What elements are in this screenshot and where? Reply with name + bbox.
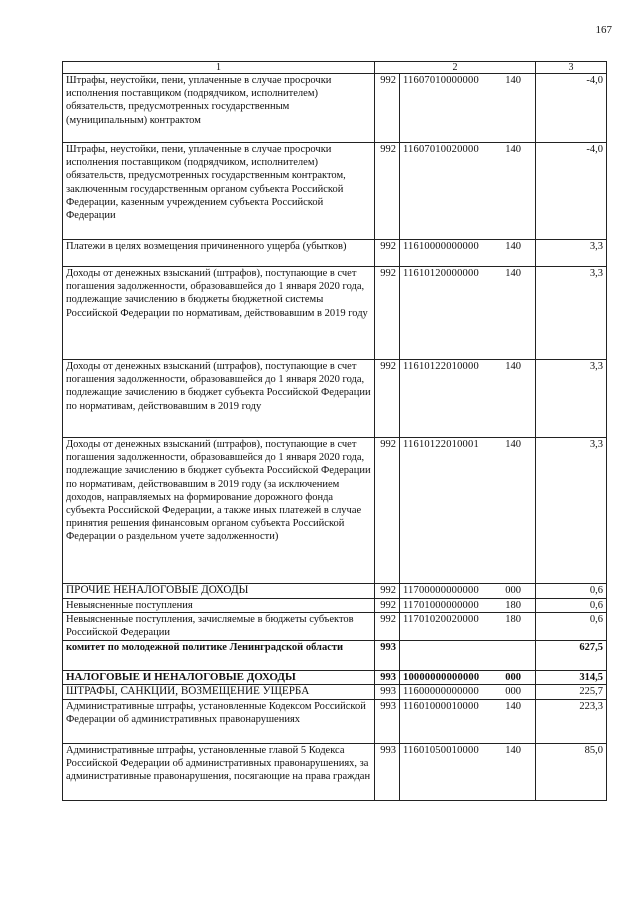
- row-kvr: 180: [505, 614, 521, 626]
- row-admin-code: 993: [375, 699, 400, 743]
- table-header-row: [63, 62, 607, 74]
- table-row: [63, 685, 607, 699]
- row-kbk: 11701000000000: [403, 600, 479, 611]
- row-kbk: 11701020020000: [403, 614, 479, 626]
- row-budget-code: [400, 74, 536, 143]
- row-kvr: 000: [505, 585, 521, 596]
- row-kbk: 11610122010001: [403, 439, 479, 450]
- row-budget-code: [400, 641, 536, 671]
- table-row: [63, 671, 607, 685]
- table-row: [63, 641, 607, 671]
- table-row: [63, 360, 607, 438]
- row-budget-code: [400, 699, 536, 743]
- row-admin-code: 993: [375, 685, 400, 699]
- row-name: НАЛОГОВЫЕ И НЕНАЛОГОВЫЕ ДОХОДЫ: [63, 671, 375, 685]
- row-budget-code: [400, 671, 536, 685]
- row-kvr: 140: [505, 439, 521, 450]
- table-row: [63, 240, 607, 267]
- row-kvr: 140: [505, 268, 521, 279]
- row-amount: 223,3: [536, 699, 607, 743]
- row-kbk: 11610120000000: [403, 268, 479, 279]
- row-budget-code: [400, 599, 536, 613]
- row-admin-code: 993: [375, 743, 400, 800]
- row-kvr: 140: [505, 361, 521, 372]
- revenue-table: [62, 61, 607, 801]
- row-kvr: 000: [505, 686, 521, 698]
- row-name: Штрафы, неустойки, пени, уплаченные в случае просрочки исполнения поставщиком (подрядчиком, исполнителем) обязательств, предусмотренных государственным (муниципальным) контрактом: [63, 74, 375, 143]
- row-name: Административные штрафы, установленные Кодексом Российской Федерации об административных правонарушениях: [63, 699, 375, 743]
- row-budget-code: [400, 743, 536, 800]
- row-kbk: 11610122010000: [403, 361, 479, 372]
- row-admin-code: 993: [375, 671, 400, 685]
- row-name: Доходы от денежных взысканий (штрафов), поступающие в счет погашения задолженности, образовавшейся до 1 января 2020 года, подлежащие зачислению в бюджеты бюджетной системы Российской Федерации по нормативам, действовавшим в 2019 году: [63, 267, 375, 360]
- table-row: [63, 613, 607, 641]
- row-admin-code: 992: [375, 438, 400, 584]
- row-name: Платежи в целях возмещения причиненного ущерба (убытков): [63, 240, 375, 267]
- row-kbk: 11700000000000: [403, 585, 479, 596]
- row-kvr: 140: [505, 75, 521, 86]
- row-name: Доходы от денежных взысканий (штрафов), поступающие в счет погашения задолженности, образовавшейся до 1 января 2020 года, подлежащие зачислению в бюджет субъекта Российской Федерации по нормативам, действовавшим в 2019 году (за исключением доходов, направляемых на формирование дорожного фонда субъекта Российской Федерации, а также иных платежей в случае принятия решения финансовым органом субъекта Российской Федерации о раздельном учете задолженности): [63, 438, 375, 584]
- table-row: [63, 143, 607, 240]
- row-budget-code: [400, 143, 536, 240]
- row-kbk: 11607010020000: [403, 144, 479, 155]
- row-name: ШТРАФЫ, САНКЦИИ, ВОЗМЕЩЕНИЕ УЩЕРБА: [63, 685, 375, 699]
- table-row: [63, 599, 607, 613]
- row-amount: -4,0: [536, 74, 607, 143]
- row-kbk: 11601000010000: [403, 700, 479, 712]
- row-amount: 3,3: [536, 360, 607, 438]
- table-row: [63, 74, 607, 143]
- row-amount: 627,5: [536, 641, 607, 671]
- row-amount: 3,3: [536, 267, 607, 360]
- table-row: [63, 584, 607, 599]
- row-budget-code: [400, 438, 536, 584]
- row-kvr: 140: [505, 144, 521, 155]
- row-budget-code: [400, 613, 536, 641]
- row-amount: -4,0: [536, 143, 607, 240]
- page-number: 167: [595, 24, 612, 36]
- row-budget-code: [400, 360, 536, 438]
- table-body: [63, 74, 607, 801]
- row-amount: 85,0: [536, 743, 607, 800]
- row-budget-code: [400, 685, 536, 699]
- row-name: Штрафы, неустойки, пени, уплаченные в случае просрочки исполнения поставщиком (подрядчиком, исполнителем) обязательств, предусмотренных государственным контрактом, заключенным государственным органом субъекта Российской Федерации, казенным учреждением субъекта Российской Федерации: [63, 143, 375, 240]
- row-amount: 3,3: [536, 438, 607, 584]
- row-admin-code: 992: [375, 584, 400, 599]
- row-admin-code: 992: [375, 240, 400, 267]
- row-kvr: 140: [505, 700, 521, 712]
- row-kbk: 11610000000000: [403, 241, 479, 252]
- row-admin-code: 992: [375, 74, 400, 143]
- row-admin-code: 992: [375, 360, 400, 438]
- row-amount: 3,3: [536, 240, 607, 267]
- table-row: [63, 267, 607, 360]
- table-row: [63, 699, 607, 743]
- row-kvr: 180: [505, 600, 521, 611]
- row-kbk: 11601050010000: [403, 744, 479, 756]
- row-name: Доходы от денежных взысканий (штрафов), поступающие в счет погашения задолженности, образовавшейся до 1 января 2020 года, подлежащие зачислению в бюджет субъекта Российской Федерации по нормативам, действовавшим в 2019 году: [63, 360, 375, 438]
- row-admin-code: 992: [375, 599, 400, 613]
- row-name: Административные штрафы, установленные главой 5 Кодекса Российской Федерации об административных правонарушениях, за административные правонарушения, посягающие на права граждан: [63, 743, 375, 800]
- header-col-2: 2: [375, 62, 536, 74]
- row-amount: 0,6: [536, 613, 607, 641]
- row-amount: 225,7: [536, 685, 607, 699]
- row-admin-code: 992: [375, 267, 400, 360]
- header-col-1: 1: [63, 62, 375, 74]
- table-row: [63, 743, 607, 800]
- row-name: Невыясненные поступления: [63, 599, 375, 613]
- row-amount: 0,6: [536, 599, 607, 613]
- row-admin-code: 992: [375, 613, 400, 641]
- row-kvr: 140: [505, 744, 521, 756]
- table-row: [63, 438, 607, 584]
- row-name: Невыясненные поступления, зачисляемые в бюджеты субъектов Российской Федерации: [63, 613, 375, 641]
- row-budget-code: [400, 584, 536, 599]
- row-kvr: 000: [505, 672, 521, 684]
- row-kbk: 11600000000000: [403, 686, 479, 698]
- row-budget-code: [400, 267, 536, 360]
- row-kvr: 140: [505, 241, 521, 252]
- row-kbk: 11607010000000: [403, 75, 479, 86]
- row-kbk: 10000000000000: [403, 672, 480, 684]
- row-name: ПРОЧИЕ НЕНАЛОГОВЫЕ ДОХОДЫ: [63, 584, 375, 599]
- row-name: комитет по молодежной политике Ленинградской области: [63, 641, 375, 671]
- row-budget-code: [400, 240, 536, 267]
- row-amount: 0,6: [536, 584, 607, 599]
- row-amount: 314,5: [536, 671, 607, 685]
- header-col-3: 3: [536, 62, 607, 74]
- row-admin-code: 993: [375, 641, 400, 671]
- row-admin-code: 992: [375, 143, 400, 240]
